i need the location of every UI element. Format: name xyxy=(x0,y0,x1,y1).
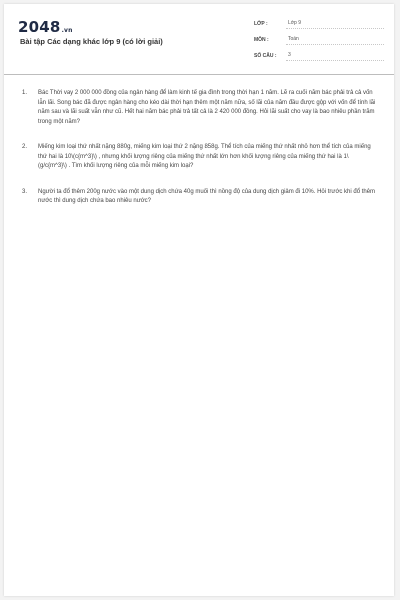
question-item xyxy=(22,188,376,207)
document-page xyxy=(4,4,394,596)
document-header xyxy=(4,4,394,75)
meta-row-grade xyxy=(254,16,384,31)
question-list xyxy=(4,75,394,207)
meta-value: Lớp 9 xyxy=(286,18,384,29)
meta-row-subject xyxy=(254,32,384,47)
meta-label: MÔN : xyxy=(254,36,269,43)
meta-row-question-count xyxy=(254,48,384,63)
question-text: Bác Thời vay 2 000 000 đồng của ngân hàng để làm kinh tế gia đình trong thời hạn 1 năm. Lẽ ra cuối năm bác phải trả cả vốn lẫn lãi. Song bác đã được ngân hàng cho kéo dài thời hạn thêm một năm nữa, số lãi của năm đầu được gộp với vốn để tính lãi năm sau và lãi suất vẫn như cũ. Hết hai năm bác phải trả tất cả là 2 420 000 đồng. Hỏi lãi suất cho vay là bao nhiêu phần trăm trong một năm? xyxy=(38,90,376,125)
question-text: Người ta đổ thêm 200g nước vào một dung dịch chứa 40g muối thì nồng độ của dung dịch giảm đi 10%. Hỏi trước khi đổ thêm nước thì dung dịch chứa bao nhiêu nước? xyxy=(38,188,376,204)
site-logo[interactable] xyxy=(18,18,73,36)
question-item xyxy=(22,143,376,172)
question-number: 2. xyxy=(22,144,28,150)
document-meta xyxy=(254,16,384,64)
meta-value: Toán xyxy=(286,34,384,45)
logo-suffix: .vn xyxy=(61,27,73,34)
document-title: Bài tập Các dạng khác lớp 9 (có lời giải) xyxy=(20,37,163,46)
meta-label: LỚP : xyxy=(254,20,268,27)
question-number: 3. xyxy=(22,188,28,195)
question-text: Miếng kim loại thứ nhất nặng 880g, miếng kim loại thứ 2 nặng 858g. Thể tích của miếng thứ nhất nhỏ hơn thể tích của miếng thứ hai là 10\(c{m^3}\) , nhưng khối lượng riêng của miếng thứ nhất lớn hơn khối lượng riêng của miếng thứ hai là 1\(g/c{m^3}\) . Tìm khối lượng riêng của mỗi miếng kim loại? xyxy=(38,144,371,169)
meta-label: SỐ CÂU : xyxy=(254,52,277,59)
question-item xyxy=(22,89,376,127)
logo-text: 2048 xyxy=(18,18,61,36)
question-number: 1. xyxy=(22,90,28,96)
meta-value: 3 xyxy=(286,50,384,61)
